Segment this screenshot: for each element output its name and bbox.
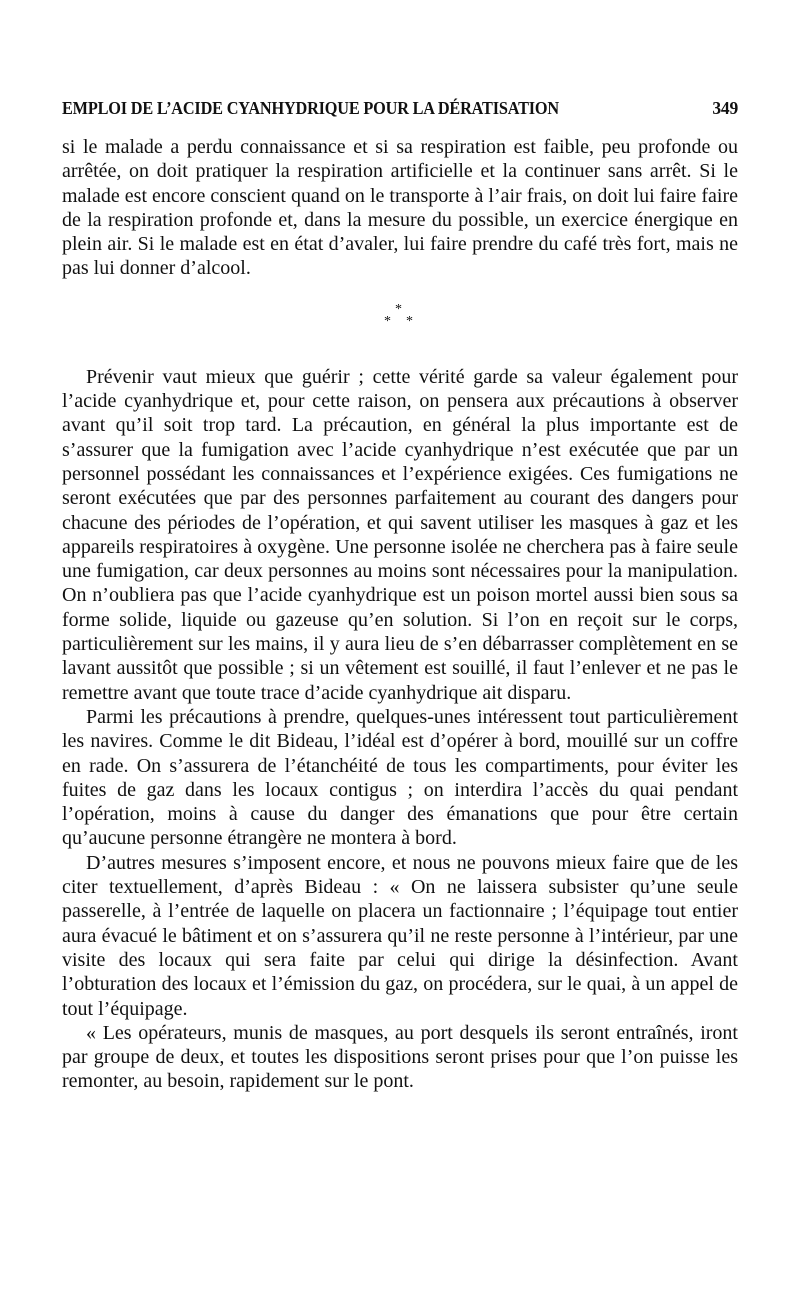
asterism-star-top: * <box>395 301 402 317</box>
book-page <box>62 98 738 1094</box>
paragraph-continuation: si le malade a perdu connaissance et si sa respiration est faible, peu profonde ou arrêtée, on doit pratiquer la respiration artificielle et la continuer sans arrêt. Si le malade est encore conscient quand on le transporte à l’air frais, on doit lui faire faire de la respiration profonde et, dans la mesure du possible, un exercice énergique en plein air. Si le malade est en état d’avaler, lui faire prendre du café très fort, mais ne pas lui donner d’alcool. <box>62 136 738 280</box>
paragraph-measures: D’autres mesures s’imposent encore, et nous ne pouvons mieux faire que de les citer textuellement, d’après Bideau : « On ne laissera subsister qu’une seule passerelle, à l’entrée de laquelle on placera un factionnaire ; l’équipage tout entier aura évacué le bâtiment et on s’assurera qu’il ne reste personne à l’intérieur, par une visite des locaux qui sera faite par celui qui dirige la désinfection. Avant l’obturation des locaux et l’émission du gaz, on procédera, sur le quai, à un appel de tout l’équipage. <box>62 851 738 1020</box>
section-asterism <box>62 285 738 355</box>
body-text <box>62 135 738 1094</box>
page-number: 349 <box>712 98 738 118</box>
asterism-star-left: * <box>384 313 391 329</box>
asterism-star-right: * <box>406 313 413 329</box>
paragraph-operators: « Les opérateurs, munis de masques, au port desquels ils seront entraînés, iront par groupe de deux, et toutes les dispositions seront prises pour que l’on puisse les remonter, au besoin, rapidement sur le pont. <box>62 1021 738 1093</box>
running-title: EMPLOI DE L’ACIDE CYANHYDRIQUE POUR LA DÉRATISATION <box>62 98 559 118</box>
running-header <box>62 98 738 119</box>
paragraph-precautions: Prévenir vaut mieux que guérir ; cette vérité garde sa valeur également pour l’acide cyanhydrique et, pour cette raison, on pensera aux précautions à observer avant qu’il soit trop tard. La précaution, en général la plus importante est de s’assurer que la fumigation avec l’acide cyanhydrique n’est exécutée que par un personnel possédant les connaissances et l’expérience exigées. Ces fumigations ne seront exécutées que par des personnes parfaitement au courant des dangers pour chacune des périodes de l’opération, et qui savent utiliser les masques à gaz et les appareils respiratoires à oxygène. Une personne isolée ne cherchera pas à faire seule une fumigation, car deux personnes au moins sont nécessaires pour la manipulation. On n’oubliera pas que l’acide cyanhydrique est un poison mortel aussi bien sous sa forme solide, liquide ou gazeuse qu’en solution. Si l’on en reçoit sur le corps, particulièrement sur les mains, il y aura lieu de s’en débarrasser complètement en se lavant aussitôt que possible ; si un vêtement est souillé, il faut l’enlever et ne pas le remettre avant que toute trace d’acide cyanhydrique ait disparu. <box>62 365 738 704</box>
paragraph-ships: Parmi les précautions à prendre, quelques-unes intéressent tout particulièrement les navires. Comme le dit Bideau, l’idéal est d’opérer à bord, mouillé sur un coffre en rade. On s’assurera de l’étanchéité de tous les compartiments, pour éviter les fuites de gaz dans les locaux contigus ; on interdira l’accès du quai pendant l’opération, moins à cause du danger des émanations que pour être certain qu’aucune personne étrangère ne montera à bord. <box>62 705 738 850</box>
